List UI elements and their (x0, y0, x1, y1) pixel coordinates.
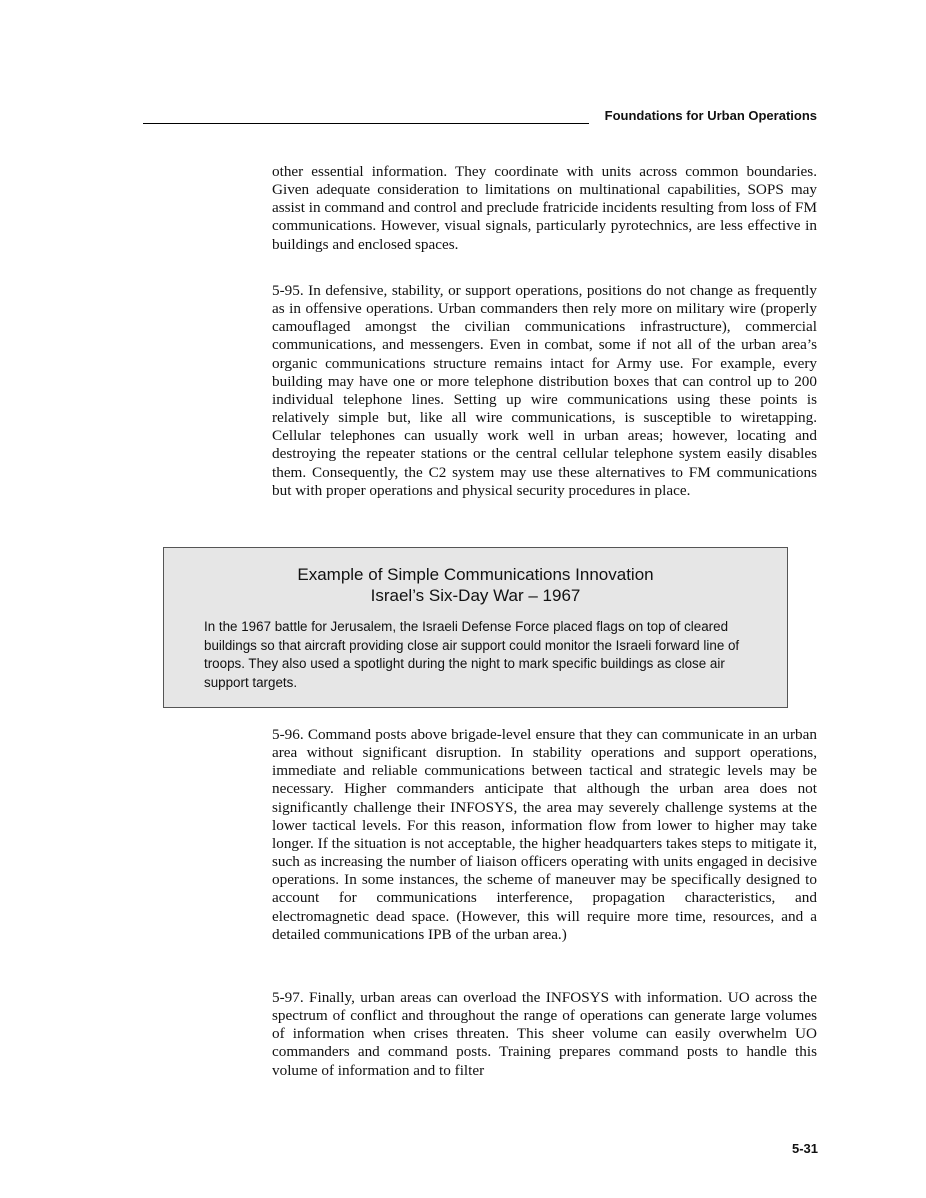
vignette-title-line1: Example of Simple Communications Innovation (297, 565, 654, 584)
vignette-box (163, 547, 788, 708)
vignette-title (164, 564, 787, 606)
paragraph-continued: other essential information. They coordinate with units across common boundaries. Given adequate consideration to limitations on multinational capabilities, SOPS may assist in command and control and preclude fratricide incidents resulting from loss of FM communications. However, visual signals, particularly pyrotechnics, are less effective in buildings and enclosed spaces. (272, 163, 817, 253)
running-header: Foundations for Urban Operations (604, 108, 817, 123)
header-rule (143, 123, 589, 124)
vignette-title-line2: Israel’s Six-Day War – 1967 (370, 586, 581, 605)
paragraph-5-96: 5-96. Command posts above brigade-level ensure that they can communicate in an urban area without significant disruption. In stability operations and support operations, immediate and reliable communications between tactical and strategic levels may be necessary. Higher commanders anticipate that although the urban area does not significantly challenge their INFOSYS, the area may severely challenge systems at the lower tactical levels. For this reason, information flow from lower to higher may take longer. If the situation is not acceptable, the higher headquarters takes steps to mitigate it, such as increasing the number of liaison officers operating with units engaged in decisive operations. In some instances, the scheme of maneuver may be specifically designed to account for communications interference, propagation characteristics, and electromagnetic dead space. (However, this will require more time, resources, and a detailed communications IPB of the urban area.) (272, 726, 817, 943)
paragraph-5-97: 5-97. Finally, urban areas can overload the INFOSYS with information. UO across the spectrum of conflict and throughout the range of operations can generate large volumes of information when crises threaten. This sheer volume can easily overwhelm UO commanders and command posts. Training prepares command posts to handle this volume of information and to filter (272, 989, 817, 1079)
page-number: 5-31 (791, 1141, 818, 1156)
vignette-text: In the 1967 battle for Jerusalem, the Israeli Defense Force placed flags on top of cleared buildings so that aircraft providing close air support could monitor the Israeli forward line of troops. They also used a spotlight during the night to mark specific buildings as close air support targets. (204, 619, 740, 690)
paragraph-5-95: 5-95. In defensive, stability, or support operations, positions do not change as frequently as in offensive operations. Urban commanders then rely more on military wire (properly camouflaged amongst the civilian communications infrastructure), commercial communications, and messengers. Even in combat, some if not all of the urban area’s organic communications structure remains intact for Army use. For example, every building may have one or more telephone distribution boxes that can control up to 200 individual telephone lines. Setting up wire communications using these points is relatively simple but, like all wire communications, is susceptible to wiretapping. Cellular telephones can usually work well in urban areas; however, locating and destroying the repeater stations or the central cellular telephone system easily disables them. Consequently, the C2 system may use these alternatives to FM communications but with proper operations and physical security procedures in place. (272, 282, 817, 499)
